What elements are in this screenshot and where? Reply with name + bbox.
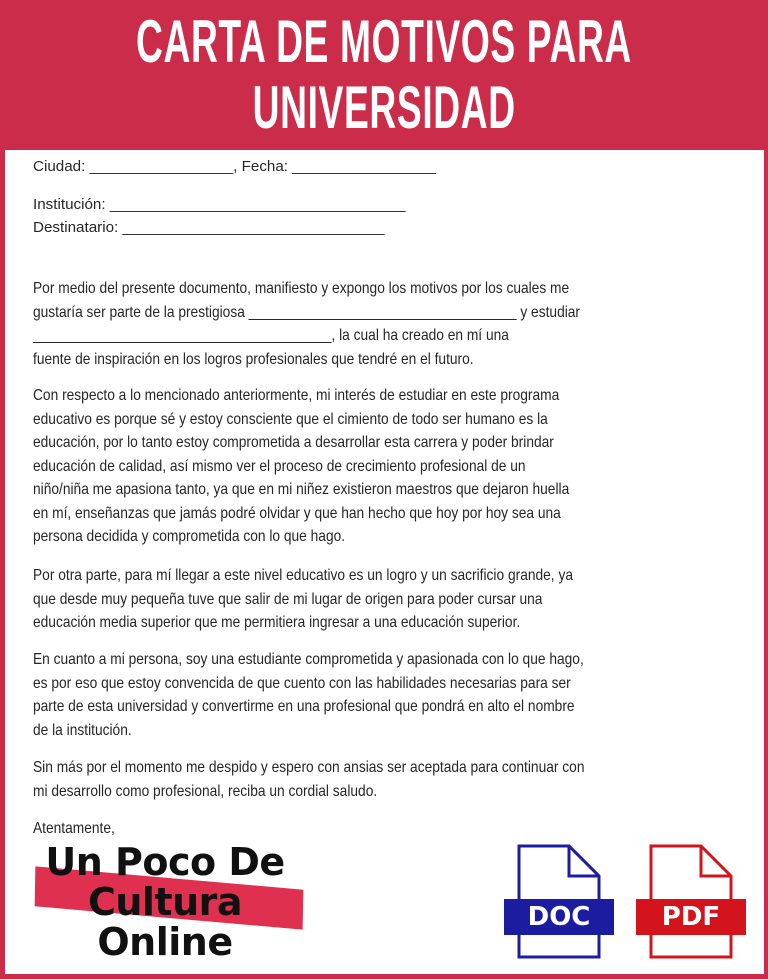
paragraph-line: Sin más por el momento me despido y espero con ansias ser aceptada para continuar con (33, 759, 585, 776)
pdf-label: PDF (661, 902, 721, 932)
paragraph-line: persona decidida y comprometida con lo que hago. (33, 528, 346, 545)
paragraph-line: En cuanto a mi persona, soy una estudiante comprometida y apasionada con lo que hago, (33, 651, 584, 668)
site-logo (25, 840, 305, 965)
letter-sheet (5, 150, 764, 974)
paragraph-line: fuente de inspiración en los logros profesionales que tendré en el futuro. (33, 350, 474, 368)
paragraph-line: niño/niña me apasiona tanto, ya que en mi niñez existieron maestros que dejaron huella (33, 481, 570, 498)
ciudad-fecha-field: Ciudad: _________________, Fecha: _________________ (33, 158, 436, 175)
logo-line-3: Online (97, 920, 233, 964)
paragraph-line: de la institución. (33, 721, 132, 739)
closing-text (33, 817, 738, 841)
paragraph-line: Por otra parte, para mí llegar a este nivel educativo es un logro y un sacrificio grande, ya (33, 567, 573, 584)
paragraph-personal (33, 648, 738, 742)
paragraph-line: parte de esta universidad y convertirme en una profesional que pondrá en alto el nombre (33, 698, 575, 715)
paragraph-line: educación media superior que me permitiera ingresar a una educación superior. (33, 614, 521, 631)
institucion-field: Institución: ___________________________________ (33, 196, 406, 213)
download-pdf-button[interactable] (636, 843, 746, 961)
header-banner (0, 0, 768, 150)
paragraph-sacrifice (33, 564, 738, 635)
download-doc-button[interactable] (504, 843, 614, 961)
doc-label: DOC (527, 902, 591, 932)
paragraph-line: _______________________________________, la cual ha creado en mí una (33, 327, 509, 344)
paragraph-line: gustaría ser parte de la prestigiosa ___________________________________ y estudiar (33, 303, 581, 321)
logo-line-1: Un Poco De (45, 840, 285, 884)
paragraph-line: Con respecto a lo mencionado anteriormente, mi interés de estudiar en este programa (33, 387, 560, 404)
paragraph-line: educación de calidad, así mismo ver el proceso de crecimiento profesional de un (33, 457, 526, 475)
page-title-line-2: UNIVERSIDAD (252, 74, 516, 141)
paragraph-line: educativo es porque sé y estoy consciente que el cimiento de todo ser humano es la (33, 410, 548, 428)
paragraph-line: mi desarrollo como profesional, reciba un cordial saludo. (33, 782, 378, 800)
page-title-line-1: CARTA DE MOTIVOS PARA (136, 8, 632, 75)
paragraph-line: Por medio del presente documento, manifiesto y expongo los motivos por los cuales me (33, 280, 570, 297)
destinatario-field: Destinatario: _______________________________ (33, 219, 385, 236)
paragraph-line: es por eso que estoy convencida de que cuento con las habilidades necesarias para ser (33, 674, 571, 692)
paragraph-line: en mí, enseñanzas que jamás podré olvidar y que han hecho que hoy por hoy sea una (33, 504, 561, 522)
paragraph-farewell (33, 756, 738, 803)
paragraph-line: educación, por lo tanto estoy comprometida a desarrollar esta carrera y poder brindar (33, 434, 554, 451)
paragraph-interest (33, 384, 738, 549)
logo-line-2: Cultura (87, 880, 243, 924)
closing-line: Atentamente, (33, 820, 115, 837)
paragraph-intro (33, 277, 738, 371)
paragraph-line: que desde muy pequeña tuve que salir de mi lugar de origen para poder cursar una (33, 590, 543, 608)
